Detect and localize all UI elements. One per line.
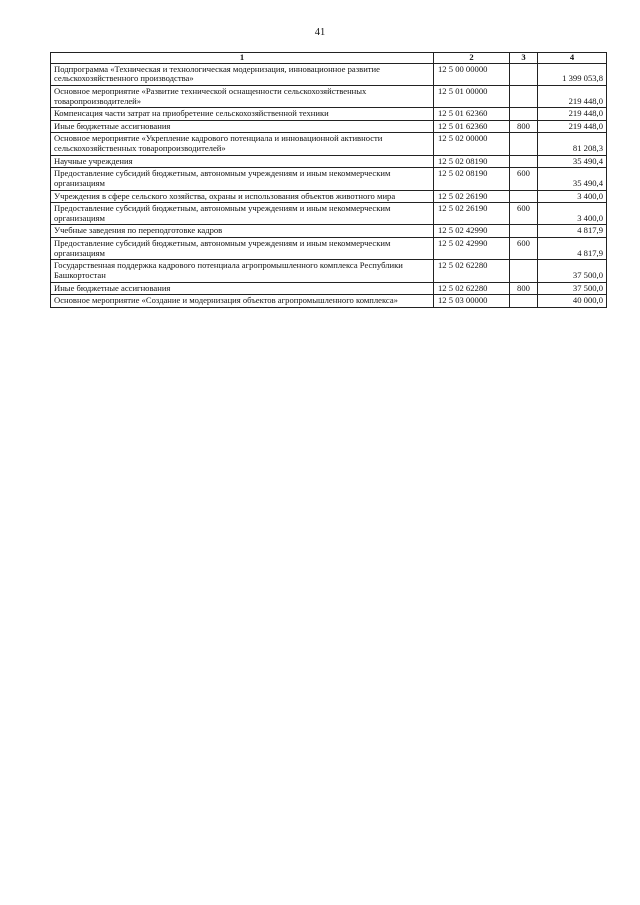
row-amount-cell: 1 399 053,8	[538, 63, 607, 85]
table-row	[51, 238, 607, 260]
row-type-cell	[510, 108, 538, 121]
row-code-cell: 12 5 00 00000	[434, 63, 510, 85]
row-type-cell	[510, 225, 538, 238]
row-amount-cell: 219 448,0	[538, 120, 607, 133]
row-name-cell: Основное мероприятие «Развитие технической оснащенности сельскохозяйственных товаропроизводителей»	[51, 85, 434, 107]
row-name-cell: Предоставление субсидий бюджетным, автономным учреждениям и иным некоммерческим организациям	[51, 203, 434, 225]
table-row	[51, 133, 607, 155]
row-amount-cell: 3 400,0	[538, 190, 607, 203]
row-type-cell	[510, 295, 538, 308]
row-name-cell: Основное мероприятие «Укрепление кадрового потенциала и инновационной активности сельскохозяйственных товаропроизводителей»	[51, 133, 434, 155]
table-row	[51, 155, 607, 168]
row-code-cell: 12 5 02 00000	[434, 133, 510, 155]
row-code-cell: 12 5 02 42990	[434, 225, 510, 238]
table-row	[51, 260, 607, 282]
row-type-cell: 800	[510, 120, 538, 133]
page-number: 41	[314, 27, 326, 38]
header-col-2: 2	[434, 53, 510, 64]
row-code-cell: 12 5 01 00000	[434, 85, 510, 107]
row-name-cell: Иные бюджетные ассигнования	[51, 282, 434, 295]
row-type-cell: 600	[510, 168, 538, 190]
row-amount-cell: 4 817,9	[538, 225, 607, 238]
row-code-cell: 12 5 02 42990	[434, 238, 510, 260]
row-code-cell: 12 5 02 08190	[434, 168, 510, 190]
header-row	[51, 53, 607, 64]
table-row	[51, 190, 607, 203]
table-header	[51, 53, 607, 64]
row-type-cell: 600	[510, 238, 538, 260]
table-row	[51, 203, 607, 225]
row-amount-cell: 219 448,0	[538, 85, 607, 107]
row-amount-cell: 81 208,3	[538, 133, 607, 155]
row-amount-cell: 4 817,9	[538, 238, 607, 260]
row-type-cell: 800	[510, 282, 538, 295]
row-name-cell: Научные учреждения	[51, 155, 434, 168]
table-row	[51, 168, 607, 190]
row-code-cell: 12 5 02 62280	[434, 282, 510, 295]
header-col-4: 4	[538, 53, 607, 64]
row-amount-cell: 35 490,4	[538, 155, 607, 168]
header-col-1: 1	[51, 53, 434, 64]
row-type-cell	[510, 85, 538, 107]
row-code-cell: 12 5 01 62360	[434, 120, 510, 133]
row-amount-cell: 37 500,0	[538, 260, 607, 282]
row-code-cell: 12 5 01 62360	[434, 108, 510, 121]
table-row	[51, 63, 607, 85]
table-row	[51, 120, 607, 133]
row-name-cell: Учебные заведения по переподготовке кадров	[51, 225, 434, 238]
row-type-cell	[510, 190, 538, 203]
row-name-cell: Предоставление субсидий бюджетным, автономным учреждениям и иным некоммерческим организациям	[51, 168, 434, 190]
table-row	[51, 225, 607, 238]
row-code-cell: 12 5 02 08190	[434, 155, 510, 168]
header-col-3: 3	[510, 53, 538, 64]
row-amount-cell: 219 448,0	[538, 108, 607, 121]
row-name-cell: Государственная поддержка кадрового потенциала агропромышленного комплекса Республики Башкортостан	[51, 260, 434, 282]
row-code-cell: 12 5 02 26190	[434, 203, 510, 225]
row-type-cell	[510, 260, 538, 282]
table-body	[51, 63, 607, 307]
table-row	[51, 108, 607, 121]
row-amount-cell: 40 000,0	[538, 295, 607, 308]
row-amount-cell: 37 500,0	[538, 282, 607, 295]
row-name-cell: Подпрограмма «Техническая и технологическая модернизация, инновационное развитие сельскохозяйственного производства»	[51, 63, 434, 85]
row-name-cell: Иные бюджетные ассигнования	[51, 120, 434, 133]
row-name-cell: Основное мероприятие «Создание и модернизация объектов агропромышленного комплекса»	[51, 295, 434, 308]
budget-table	[50, 52, 607, 308]
row-code-cell: 12 5 02 62280	[434, 260, 510, 282]
row-type-cell	[510, 155, 538, 168]
row-name-cell: Компенсация части затрат на приобретение сельскохозяйственной техники	[51, 108, 434, 121]
row-name-cell: Учреждения в сфере сельского хозяйства, охраны и использования объектов животного мира	[51, 190, 434, 203]
row-code-cell: 12 5 02 26190	[434, 190, 510, 203]
table-row	[51, 295, 607, 308]
row-type-cell	[510, 63, 538, 85]
row-amount-cell: 3 400,0	[538, 203, 607, 225]
row-name-cell: Предоставление субсидий бюджетным, автономным учреждениям и иным некоммерческим организациям	[51, 238, 434, 260]
table-row	[51, 282, 607, 295]
row-amount-cell: 35 490,4	[538, 168, 607, 190]
row-type-cell: 600	[510, 203, 538, 225]
row-code-cell: 12 5 03 00000	[434, 295, 510, 308]
row-type-cell	[510, 133, 538, 155]
table-row	[51, 85, 607, 107]
